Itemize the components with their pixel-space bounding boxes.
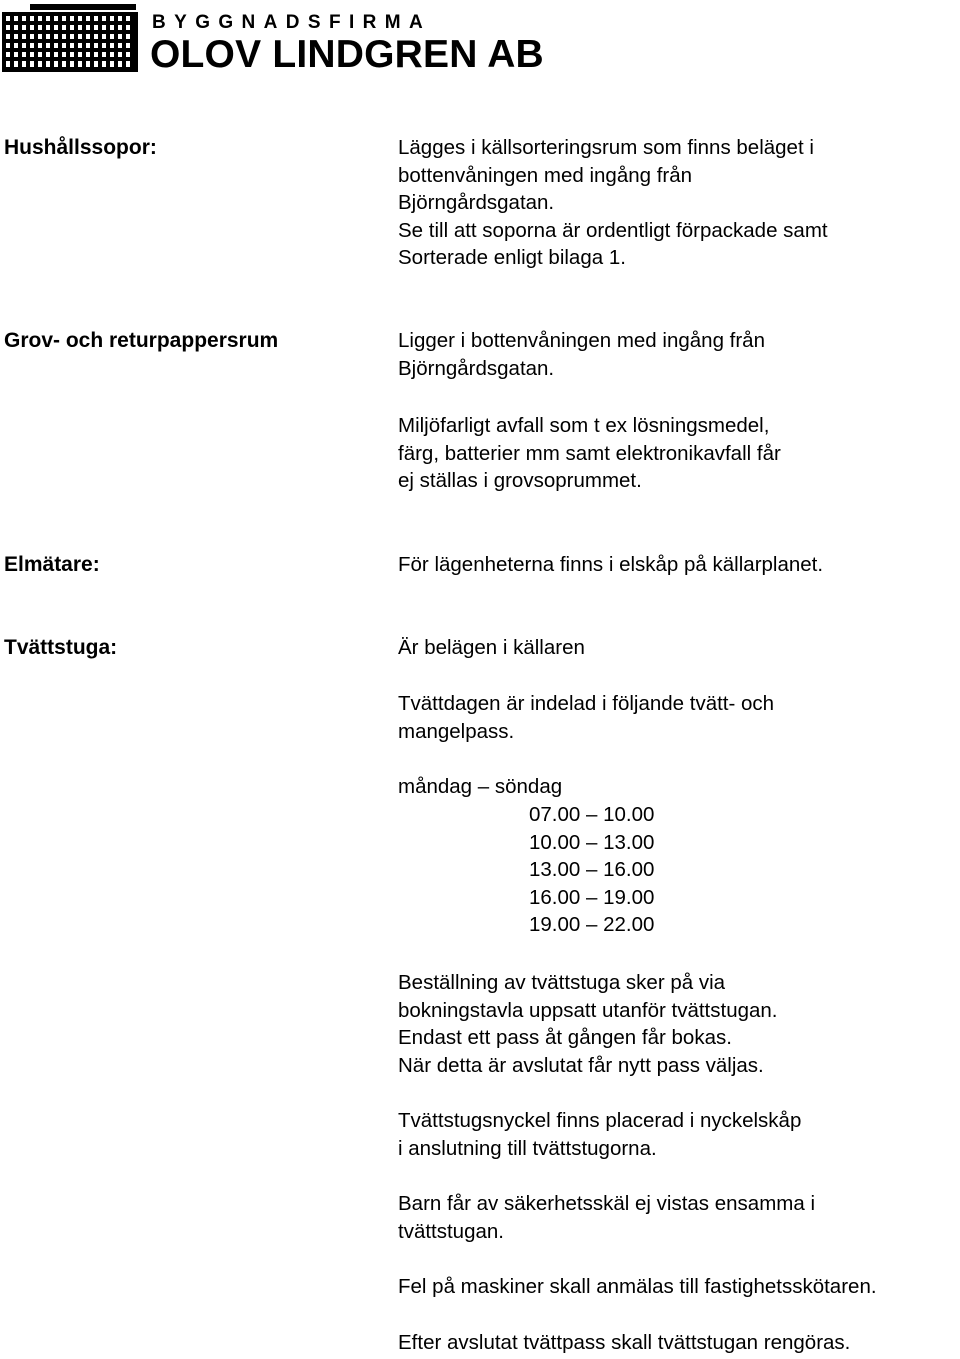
section-label-tvattstuga: Tvättstuga: xyxy=(4,636,118,659)
section-label-hushallssopor: Hushållssopor: xyxy=(4,136,157,159)
text-line: Endast ett pass åt gången får bokas. xyxy=(398,1026,732,1050)
time-slot: 07.00 – 10.00 xyxy=(529,803,655,826)
company-name-main: OLOV LINDGREN AB xyxy=(150,33,544,76)
text-line: bokningstavla uppsatt utanför tvättstugan. xyxy=(398,998,778,1022)
company-logo xyxy=(0,0,544,80)
section-text-grovsoprum-hazardous xyxy=(398,412,958,495)
text-line: Tvättdagen är indelad i följande tvätt- och xyxy=(398,692,775,715)
text-line: När detta är avslutat får nytt pass väljas. xyxy=(398,1053,764,1077)
text-line: mangelpass. xyxy=(398,719,515,743)
text-line: färg, batterier mm samt elektronikavfall får xyxy=(398,441,781,465)
text-line: tvättstugan. xyxy=(398,1219,504,1243)
tvattstuga-key xyxy=(398,1107,958,1162)
tvattstuga-faults: Fel på maskiner skall anmälas till fastighetsskötaren. xyxy=(398,1275,877,1298)
text-line: Se till att soporna är ordentligt förpackade samt xyxy=(398,218,828,242)
company-name-top: BYGGNADSFIRMA xyxy=(152,12,432,33)
text-line: Tvättstugsnyckel finns placerad i nyckelskåp xyxy=(398,1109,802,1132)
time-slot: 19.00 – 22.00 xyxy=(529,913,655,936)
tvattstuga-location: Är belägen i källaren xyxy=(398,636,585,659)
section-text-hushallssopor xyxy=(398,134,958,272)
text-line: Björngårdsgatan. xyxy=(398,191,555,215)
text-line: Barn får av säkerhetsskäl ej vistas ensamma i xyxy=(398,1192,815,1215)
tvattstuga-children xyxy=(398,1190,958,1245)
time-slot: 16.00 – 19.00 xyxy=(529,886,655,909)
section-text-grovsoprum-location xyxy=(398,327,958,382)
text-line: Miljöfarligt avfall som t ex lösningsmedel, xyxy=(398,414,770,437)
tvattstuga-days: måndag – söndag xyxy=(398,775,563,798)
tvattstuga-intro xyxy=(398,690,958,745)
text-line: Sorterade enligt bilaga 1. xyxy=(398,246,626,270)
text-line: i anslutning till tvättstugorna. xyxy=(398,1136,657,1160)
section-label-grovsoprum: Grov- och returpappersrum xyxy=(4,329,279,352)
text-line: bottenvåningen med ingång från xyxy=(398,163,693,187)
tvattstuga-cleaning: Efter avslutat tvättpass skall tvättstugan rengöras. xyxy=(398,1331,851,1354)
text-line: Björngårdsgatan. xyxy=(398,356,555,380)
time-slot: 13.00 – 16.00 xyxy=(529,858,655,881)
tvattstuga-booking xyxy=(398,969,958,1079)
text-line: Ligger i bottenvåningen med ingång från xyxy=(398,329,765,352)
time-slot: 10.00 – 13.00 xyxy=(529,831,655,854)
text-line: ej ställas i grovsoprummet. xyxy=(398,469,642,493)
text-line: Lägges i källsorteringsrum som finns beläget i xyxy=(398,136,814,159)
text-line: Beställning av tvättstuga sker på via xyxy=(398,971,726,994)
building-logo-icon xyxy=(0,2,140,74)
section-label-elmatare: Elmätare: xyxy=(4,553,100,576)
section-text-elmatare: För lägenheterna finns i elskåp på källarplanet. xyxy=(398,553,824,576)
